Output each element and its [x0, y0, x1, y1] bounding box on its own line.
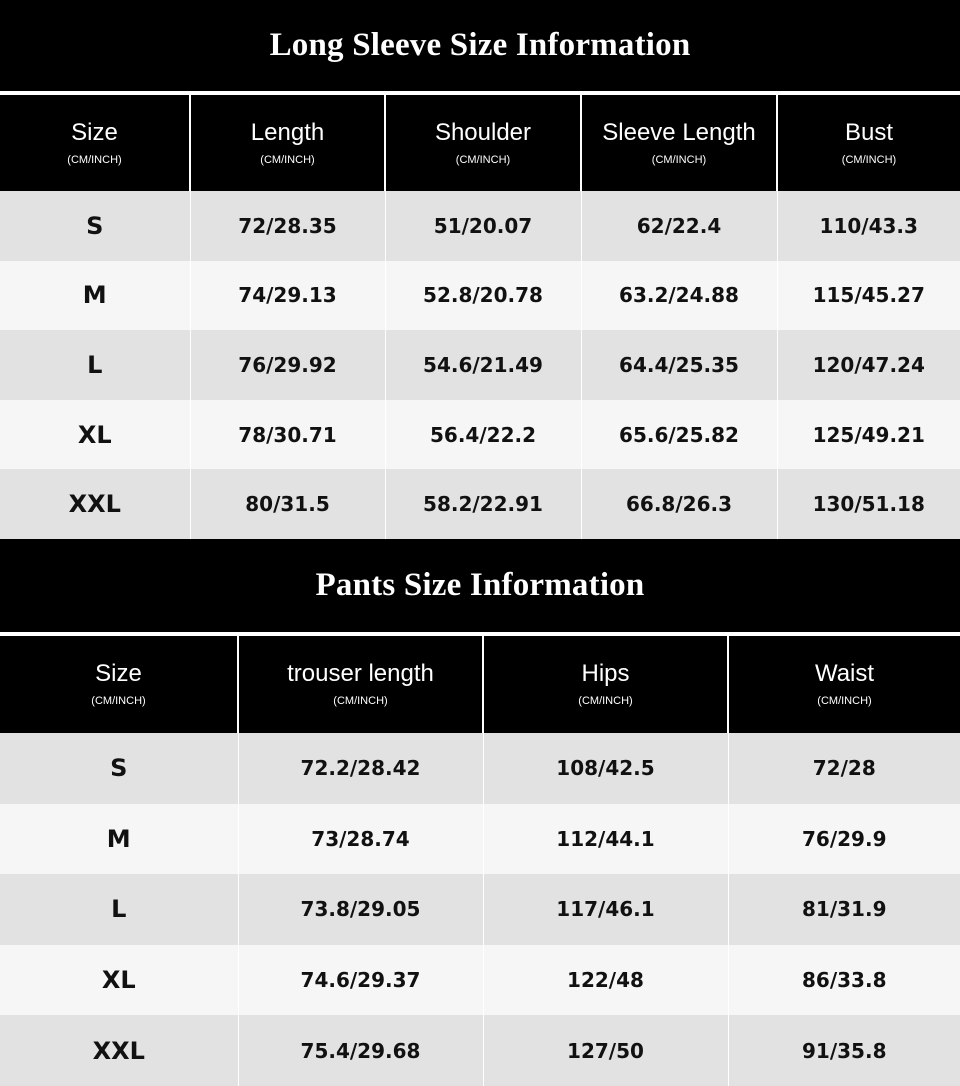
- shoulder-cell: 51/20.07: [385, 191, 581, 261]
- shoulder-cell: 58.2/22.91: [385, 469, 581, 539]
- waist-cell: 76/29.9: [728, 804, 960, 875]
- table-row: [0, 733, 960, 804]
- size-cell: L: [0, 330, 190, 400]
- column-header-trouser-length: trouser length (CM/INCH): [238, 636, 483, 733]
- table-row: [0, 945, 960, 1016]
- waist-cell: 91/35.8: [728, 1015, 960, 1086]
- column-header-size: Size (CM/INCH): [0, 95, 190, 191]
- length-cell: 74/29.13: [190, 261, 385, 331]
- shoulder-cell: 52.8/20.78: [385, 261, 581, 331]
- size-cell: XL: [0, 400, 190, 470]
- column-header-waist: Waist (CM/INCH): [728, 636, 960, 733]
- pants-size-table: [0, 636, 960, 1086]
- size-cell: XXL: [0, 469, 190, 539]
- hips-cell: 127/50: [483, 1015, 728, 1086]
- length-cell: 72/28.35: [190, 191, 385, 261]
- bust-cell: 130/51.18: [777, 469, 960, 539]
- table-header-row: [0, 636, 960, 733]
- table-row: [0, 469, 960, 539]
- long-sleeve-title: Long Sleeve Size Information: [269, 27, 691, 63]
- table-row: [0, 874, 960, 945]
- bust-cell: 115/45.27: [777, 261, 960, 331]
- length-cell: 78/30.71: [190, 400, 385, 470]
- hips-cell: 112/44.1: [483, 804, 728, 875]
- waist-cell: 81/31.9: [728, 874, 960, 945]
- sleeve-length-cell: 64.4/25.35: [581, 330, 777, 400]
- column-header-shoulder: Shoulder (CM/INCH): [385, 95, 581, 191]
- long-sleeve-title-banner: [0, 0, 960, 91]
- table-row: [0, 261, 960, 331]
- table-row: [0, 1015, 960, 1086]
- sleeve-length-cell: 66.8/26.3: [581, 469, 777, 539]
- sleeve-length-cell: 62/22.4: [581, 191, 777, 261]
- size-cell: XL: [0, 945, 238, 1016]
- size-cell: M: [0, 804, 238, 875]
- hips-cell: 108/42.5: [483, 733, 728, 804]
- trouser-length-cell: 74.6/29.37: [238, 945, 483, 1016]
- column-header-length: Length (CM/INCH): [190, 95, 385, 191]
- size-cell: S: [0, 733, 238, 804]
- length-cell: 80/31.5: [190, 469, 385, 539]
- size-cell: M: [0, 261, 190, 331]
- hips-cell: 122/48: [483, 945, 728, 1016]
- trouser-length-cell: 73.8/29.05: [238, 874, 483, 945]
- shoulder-cell: 54.6/21.49: [385, 330, 581, 400]
- waist-cell: 86/33.8: [728, 945, 960, 1016]
- bust-cell: 125/49.21: [777, 400, 960, 470]
- column-header-hips: Hips (CM/INCH): [483, 636, 728, 733]
- long-sleeve-size-table: [0, 95, 960, 539]
- trouser-length-cell: 73/28.74: [238, 804, 483, 875]
- sleeve-length-cell: 65.6/25.82: [581, 400, 777, 470]
- waist-cell: 72/28: [728, 733, 960, 804]
- table-header-row: [0, 95, 960, 191]
- size-cell: L: [0, 874, 238, 945]
- hips-cell: 117/46.1: [483, 874, 728, 945]
- pants-title: Pants Size Information: [315, 566, 645, 603]
- table-row: [0, 191, 960, 261]
- length-cell: 76/29.92: [190, 330, 385, 400]
- column-header-sleeve-length: Sleeve Length (CM/INCH): [581, 95, 777, 191]
- bust-cell: 120/47.24: [777, 330, 960, 400]
- shoulder-cell: 56.4/22.2: [385, 400, 581, 470]
- pants-title-banner: [0, 539, 960, 632]
- size-cell: XXL: [0, 1015, 238, 1086]
- size-cell: S: [0, 191, 190, 261]
- trouser-length-cell: 72.2/28.42: [238, 733, 483, 804]
- table-row: [0, 804, 960, 875]
- sleeve-length-cell: 63.2/24.88: [581, 261, 777, 331]
- trouser-length-cell: 75.4/29.68: [238, 1015, 483, 1086]
- column-header-bust: Bust (CM/INCH): [777, 95, 960, 191]
- column-header-size: Size (CM/INCH): [0, 636, 238, 733]
- table-row: [0, 330, 960, 400]
- table-row: [0, 400, 960, 470]
- bust-cell: 110/43.3: [777, 191, 960, 261]
